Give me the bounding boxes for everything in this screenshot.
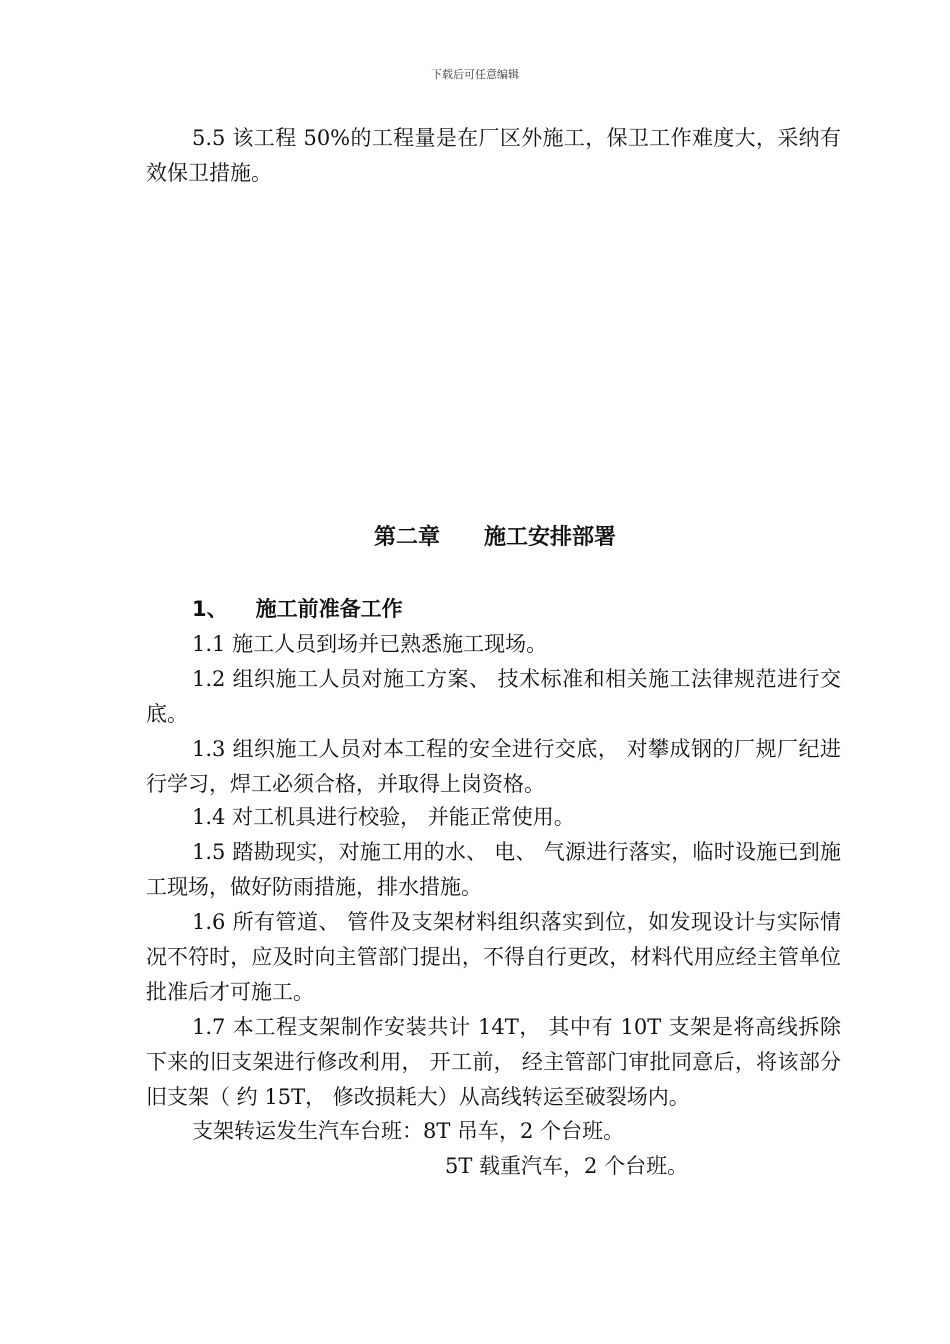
section-name: 施工前准备工作 <box>255 597 403 621</box>
item-1-2: 1.2 组织施工人员对施工方案、 技术标准和相关施工法律规范进行交底。 <box>146 667 841 726</box>
chapter-title <box>0 520 950 556</box>
chapter-number: 第二章 <box>373 525 440 550</box>
item-1-4: 1.4 对工机具进行校验， 并能正常使用。 <box>192 805 575 829</box>
transport-line-2: 5T 载重汽车，2 个台班。 <box>445 1154 689 1178</box>
paragraph-5-5: 5.5 该工程 50%的工程量是在厂区外施工，保卫工作难度大，采纳有效保卫措施。 <box>146 126 841 185</box>
item-1-7: 1.7 本工程支架制作安装共计 14T， 其中有 10T 支架是将高线拆除下来的旧支架进行修改利用， 开工前， 经主管部门审批同意后，将该部分旧支架（ 约 15T， 修改损耗大）从高线转运至破裂场内。 <box>146 1015 841 1109</box>
section-title <box>192 592 403 627</box>
transport-line-1: 支架转运发生汽车台班：8T 吊车，2 个台班。 <box>192 1119 625 1143</box>
item-1-5: 1.5 踏勘现实，对施工用的水、 电、 气源进行落实，临时设施已到施工现场，做好防雨措施，排水措施。 <box>146 840 841 899</box>
item-1-6: 1.6 所有管道、 管件及支架材料组织落实到位，如发现设计与实际情况不符时，应及时向主管部门提出，不得自行更改，材料代用应经主管单位批准后才可施工。 <box>146 910 841 1004</box>
chapter-name: 施工安排部署 <box>484 525 617 550</box>
section-number: 1、 <box>192 597 228 621</box>
item-1-1: 1.1 施工人员到场并已熟悉施工现场。 <box>192 632 548 656</box>
header-note: 下载后可任意编辑 <box>431 68 519 81</box>
item-1-3: 1.3 组织施工人员对本工程的安全进行交底， 对攀成钢的厂规厂纪进行学习，焊工必须合格，并取得上岗资格。 <box>146 737 841 796</box>
